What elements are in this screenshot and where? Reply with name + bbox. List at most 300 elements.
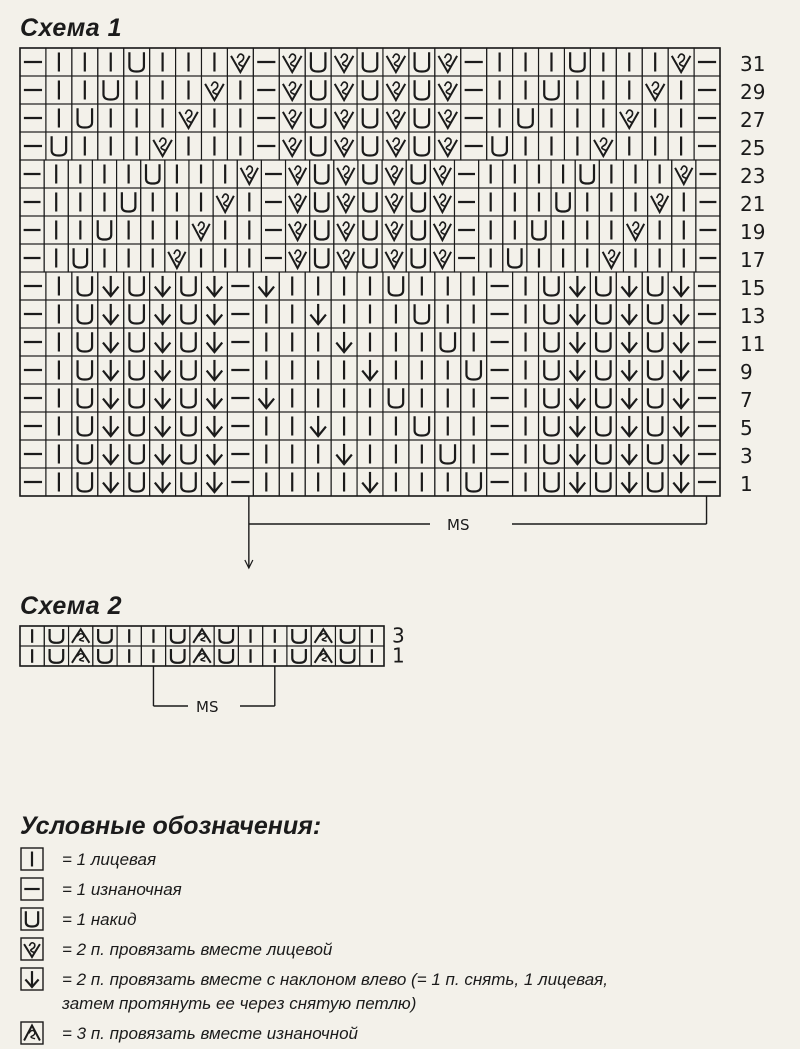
scheme1-cell-knit-symbol [165, 188, 189, 216]
scheme1-cell-knit-symbol [357, 440, 383, 468]
scheme1-cell-ssk-symbol [98, 300, 124, 328]
scheme1-cell-ssk-symbol [564, 440, 590, 468]
scheme1-row-number: 11 [740, 331, 766, 356]
scheme1-cell-k2tog-symbol [616, 104, 642, 132]
scheme1-cell-purl-symbol [20, 412, 46, 440]
scheme1-cell-yarn-over-symbol [72, 328, 98, 356]
scheme1-cell-knit-symbol [46, 300, 72, 328]
scheme1-cell-yarn-over-symbol [72, 356, 98, 384]
scheme1-cell-yarn-over-symbol [305, 48, 331, 76]
scheme1-cell-ssk-symbol [668, 412, 694, 440]
scheme1-cell-purl-symbol [694, 76, 720, 104]
scheme1-cell-k2tog-symbol [237, 160, 261, 188]
scheme1-cell-knit-symbol [513, 356, 539, 384]
scheme1-row-number: 15 [740, 275, 766, 300]
scheme2-cell-knit-symbol [141, 646, 165, 666]
scheme1-cell-knit-symbol [564, 104, 590, 132]
scheme1-cell-yarn-over-symbol [310, 160, 334, 188]
scheme1-cell-knit-symbol [383, 440, 409, 468]
scheme1-cell-knit-symbol [279, 412, 305, 440]
scheme1-cell-yarn-over-symbol [487, 132, 513, 160]
scheme1-cell-k2tog-symbol [150, 132, 176, 160]
scheme1-cell-purl-symbol [487, 412, 513, 440]
scheme1-cell-purl-symbol [461, 76, 487, 104]
scheme1-cell-purl-symbol [487, 468, 513, 496]
scheme1-cell-knit-symbol [176, 132, 202, 160]
scheme1-cell-yarn-over-symbol [409, 104, 435, 132]
scheme1-cell-yarn-over-symbol [72, 272, 98, 300]
scheme1-cell-ssk-symbol [150, 384, 176, 412]
scheme1-cell-knit-symbol [539, 104, 565, 132]
scheme1-cell-knit-symbol [253, 440, 279, 468]
scheme1-cell-yarn-over-symbol [124, 48, 150, 76]
scheme1-cell-knit-symbol [616, 132, 642, 160]
scheme1-cell-knit-symbol [479, 244, 503, 272]
scheme1-cell-yarn-over-symbol [72, 300, 98, 328]
scheme1-cell-knit-symbol [117, 244, 141, 272]
scheme1-cell-knit-symbol [305, 328, 331, 356]
scheme1-cell-knit-symbol [165, 160, 189, 188]
scheme1-cell-knit-symbol [357, 412, 383, 440]
scheme1-cell-knit-symbol [551, 216, 575, 244]
scheme1-cell-knit-symbol [623, 160, 647, 188]
scheme1-cell-k2tog-symbol [383, 104, 409, 132]
scheme1-cell-knit-symbol [599, 188, 623, 216]
scheme1-cell-purl-symbol [461, 48, 487, 76]
scheme1-cell-ssk-symbol [668, 356, 694, 384]
scheme1-cell-knit-symbol [68, 188, 92, 216]
scheme1-cell-k2tog-symbol [213, 188, 237, 216]
scheme1-cell-purl-symbol [20, 356, 46, 384]
scheme1-cell-knit-symbol [165, 216, 189, 244]
scheme1-cell-knit-symbol [279, 356, 305, 384]
scheme1-cell-ssk-symbol [253, 384, 279, 412]
scheme1-cell-knit-symbol [435, 468, 461, 496]
scheme1-cell-purl-symbol [487, 384, 513, 412]
scheme1-cell-knit-symbol [383, 328, 409, 356]
scheme1-cell-yarn-over-symbol [406, 216, 430, 244]
scheme1-cell-yarn-over-symbol [642, 328, 668, 356]
scheme1-cell-knit-symbol [539, 48, 565, 76]
scheme1-cell-yarn-over-symbol [305, 104, 331, 132]
scheme1-cell-knit-symbol [201, 104, 227, 132]
scheme1-cell-ssk-symbol [668, 468, 694, 496]
scheme1-cell-knit-symbol [551, 160, 575, 188]
scheme1-cell-knit-symbol [383, 412, 409, 440]
scheme2-row-number: 3 [392, 623, 405, 648]
scheme1-row-number: 23 [740, 163, 766, 188]
scheme1-cell-yarn-over-symbol [98, 76, 124, 104]
scheme1-cell-yarn-over-symbol [406, 188, 430, 216]
scheme2-cell-yarn-over-symbol [44, 646, 68, 666]
scheme1-cell-yarn-over-symbol [642, 356, 668, 384]
scheme1-cell-purl-symbol [487, 328, 513, 356]
scheme1-cell-yarn-over-symbol [72, 440, 98, 468]
scheme1-cell-k2tog-symbol [382, 216, 406, 244]
scheme1-cell-knit-symbol [98, 48, 124, 76]
scheme1-cell-purl-symbol [20, 76, 46, 104]
scheme1-row-number: 19 [740, 219, 766, 244]
scheme1-cell-knit-symbol [253, 328, 279, 356]
scheme1-cell-ssk-symbol [150, 356, 176, 384]
scheme1-cell-yarn-over-symbol [539, 356, 565, 384]
scheme1-cell-knit-symbol [201, 132, 227, 160]
scheme1-cell-yarn-over-symbol [46, 132, 72, 160]
scheme1-cell-knit-symbol [513, 468, 539, 496]
scheme1-cell-purl-symbol [694, 440, 720, 468]
scheme1-cell-yarn-over-symbol [461, 356, 487, 384]
scheme1-cell-k2tog-symbol [430, 244, 454, 272]
scheme1-cell-ssk-symbol [305, 300, 331, 328]
scheme1-cell-knit-symbol [237, 188, 261, 216]
scheme2-cell-yarn-over-symbol [214, 646, 238, 666]
scheme1-cell-k2tog-symbol [435, 48, 461, 76]
scheme1-cell-knit-symbol [527, 188, 551, 216]
legend-knit-symbol [20, 847, 44, 871]
scheme1-cell-k2tog-symbol [435, 132, 461, 160]
scheme1-cell-knit-symbol [461, 272, 487, 300]
scheme1-cell-yarn-over-symbol [358, 216, 382, 244]
scheme1-cell-yarn-over-symbol [564, 48, 590, 76]
scheme1-cell-purl-symbol [461, 104, 487, 132]
scheme2-cell-yarn-over-symbol [166, 626, 190, 646]
legend-item [20, 989, 417, 1019]
scheme1-cell-ssk-symbol [616, 300, 642, 328]
scheme1-cell-k2tog-symbol [279, 76, 305, 104]
scheme1-cell-yarn-over-symbol [590, 272, 616, 300]
legend-yarn-over-symbol [20, 907, 44, 931]
scheme1-cell-knit-symbol [409, 328, 435, 356]
scheme1-cell-knit-symbol [616, 76, 642, 104]
scheme1-cell-ssk-symbol [564, 356, 590, 384]
scheme1-cell-knit-symbol [92, 160, 116, 188]
scheme1-cell-knit-symbol [237, 216, 261, 244]
scheme1-cell-yarn-over-symbol [590, 300, 616, 328]
scheme1-cell-knit-symbol [150, 104, 176, 132]
scheme1-cell-purl-symbol [20, 48, 46, 76]
scheme1-cell-yarn-over-symbol [575, 160, 599, 188]
scheme1-cell-ssk-symbol [98, 272, 124, 300]
scheme1-cell-knit-symbol [479, 188, 503, 216]
scheme1-row-number: 5 [740, 415, 753, 440]
scheme1-cell-yarn-over-symbol [176, 440, 202, 468]
scheme1-cell-knit-symbol [331, 412, 357, 440]
scheme1-cell-k2tog-symbol [279, 132, 305, 160]
scheme2-cell-yarn-over-symbol [166, 646, 190, 666]
scheme1-cell-yarn-over-symbol [551, 188, 575, 216]
scheme1-cell-knit-symbol [357, 384, 383, 412]
scheme1-cell-yarn-over-symbol [176, 300, 202, 328]
scheme1-cell-knit-symbol [150, 48, 176, 76]
scheme1-cell-ssk-symbol [98, 356, 124, 384]
scheme1-cell-knit-symbol [98, 104, 124, 132]
scheme2-cell-knit-symbol [263, 626, 287, 646]
scheme1-cell-yarn-over-symbol [406, 160, 430, 188]
scheme1-cell-knit-symbol [98, 132, 124, 160]
scheme1-cell-yarn-over-symbol [72, 412, 98, 440]
scheme1-cell-knit-symbol [409, 356, 435, 384]
scheme1-cell-knit-symbol [513, 412, 539, 440]
scheme1-cell-knit-symbol [124, 132, 150, 160]
scheme1-cell-ssk-symbol [564, 300, 590, 328]
scheme1-cell-k2tog-symbol [383, 132, 409, 160]
scheme2-cell-yarn-over-symbol [93, 626, 117, 646]
scheme1-cell-yarn-over-symbol [92, 216, 116, 244]
scheme1-cell-k2tog-symbol [165, 244, 189, 272]
scheme1-cell-knit-symbol [435, 384, 461, 412]
scheme1-cell-k2tog-symbol [279, 48, 305, 76]
legend-ssk-symbol [20, 967, 44, 991]
scheme1-cell-knit-symbol [46, 76, 72, 104]
scheme1-cell-knit-symbol [331, 272, 357, 300]
scheme1-cell-knit-symbol [44, 244, 68, 272]
scheme1-cell-yarn-over-symbol [642, 440, 668, 468]
scheme2-cell-knit-symbol [20, 646, 44, 666]
scheme1-cell-knit-symbol [648, 216, 672, 244]
scheme1-cell-purl-symbol [227, 356, 253, 384]
scheme1-cell-yarn-over-symbol [539, 440, 565, 468]
scheme1-cell-ssk-symbol [150, 468, 176, 496]
scheme1-cell-purl-symbol [20, 300, 46, 328]
scheme1-cell-ssk-symbol [201, 328, 227, 356]
scheme1-cell-knit-symbol [46, 272, 72, 300]
scheme1-cell-k2tog-symbol [430, 160, 454, 188]
scheme1-cell-knit-symbol [575, 216, 599, 244]
scheme1-cell-knit-symbol [487, 48, 513, 76]
scheme1-cell-purl-symbol [696, 244, 720, 272]
legend-item-text: = 1 лицевая [62, 850, 157, 869]
scheme1-cell-purl-symbol [694, 132, 720, 160]
legend-title: Условные обозначения: [20, 812, 322, 840]
scheme1-cell-purl-symbol [454, 244, 478, 272]
legend-item-text: = 3 п. провязать вместе изнаночной [62, 1024, 358, 1043]
scheme1-cell-yarn-over-symbol [409, 76, 435, 104]
scheme1-cell-knit-symbol [227, 104, 253, 132]
scheme1-cell-yarn-over-symbol [642, 468, 668, 496]
scheme1-cell-yarn-over-symbol [590, 384, 616, 412]
scheme1-cell-k2tog-symbol [334, 244, 358, 272]
scheme1-cell-yarn-over-symbol [72, 104, 98, 132]
scheme1-cell-purl-symbol [487, 356, 513, 384]
scheme1-cell-yarn-over-symbol [124, 412, 150, 440]
scheme1-cell-ssk-symbol [616, 328, 642, 356]
scheme1-cell-purl-symbol [461, 132, 487, 160]
scheme1-row-number: 17 [740, 247, 766, 272]
scheme1-cell-k2tog-symbol [334, 160, 358, 188]
scheme1-cell-knit-symbol [503, 188, 527, 216]
scheme1-cell-purl-symbol [261, 216, 285, 244]
scheme1-cell-knit-symbol [46, 104, 72, 132]
scheme1-cell-k2tog-symbol [331, 48, 357, 76]
scheme1-cell-ssk-symbol [201, 300, 227, 328]
scheme2-cell-yarn-over-symbol [287, 626, 311, 646]
scheme1-cell-knit-symbol [668, 104, 694, 132]
legend-item-text: = 2 п. провязать вместе лицевой [62, 940, 333, 959]
scheme2-row-number: 1 [392, 643, 405, 668]
scheme1-cell-yarn-over-symbol [72, 468, 98, 496]
scheme1-cell-purl-symbol [227, 300, 253, 328]
scheme1-cell-ssk-symbol [564, 384, 590, 412]
scheme1-cell-ssk-symbol [201, 468, 227, 496]
scheme1-cell-knit-symbol [46, 356, 72, 384]
scheme1-cell-yarn-over-symbol [124, 328, 150, 356]
scheme1-cell-purl-symbol [20, 216, 44, 244]
scheme1-row-number: 25 [740, 135, 766, 160]
scheme1-cell-knit-symbol [46, 384, 72, 412]
scheme1-cell-ssk-symbol [98, 412, 124, 440]
scheme1-cell-yarn-over-symbol [409, 132, 435, 160]
scheme1-cell-knit-symbol [176, 48, 202, 76]
scheme1-cell-yarn-over-symbol [176, 412, 202, 440]
scheme1-cell-yarn-over-symbol [539, 272, 565, 300]
scheme2-cell-knit-symbol [238, 626, 262, 646]
legend-item [20, 845, 321, 875]
scheme2-cell-p3tog-symbol [69, 646, 93, 666]
scheme1-cell-knit-symbol [227, 132, 253, 160]
scheme1-cell-purl-symbol [694, 412, 720, 440]
scheme1-cell-ssk-symbol [253, 272, 279, 300]
scheme1-cell-knit-symbol [357, 328, 383, 356]
scheme1-cell-knit-symbol [279, 272, 305, 300]
scheme1-cell-k2tog-symbol [331, 104, 357, 132]
scheme1-cell-ssk-symbol [201, 384, 227, 412]
scheme1-cell-ssk-symbol [564, 328, 590, 356]
scheme2-repeat-bracket [153, 666, 274, 706]
scheme1-cell-purl-symbol [696, 160, 720, 188]
scheme1-cell-k2tog-symbol [672, 160, 696, 188]
scheme1-cell-yarn-over-symbol [176, 328, 202, 356]
scheme1-cell-yarn-over-symbol [124, 356, 150, 384]
scheme1-cell-yarn-over-symbol [539, 300, 565, 328]
scheme1-cell-knit-symbol [435, 356, 461, 384]
scheme1-cell-purl-symbol [227, 272, 253, 300]
scheme1-cell-knit-symbol [189, 160, 213, 188]
scheme1-cell-purl-symbol [227, 468, 253, 496]
scheme2-cell-p3tog-symbol [69, 626, 93, 646]
scheme1-cell-k2tog-symbol [383, 48, 409, 76]
scheme1-cell-yarn-over-symbol [176, 468, 202, 496]
scheme1-cell-knit-symbol [590, 76, 616, 104]
scheme1-cell-yarn-over-symbol [357, 76, 383, 104]
scheme1-cell-knit-symbol [513, 328, 539, 356]
scheme1-cell-yarn-over-symbol [527, 216, 551, 244]
scheme2-cell-knit-symbol [263, 646, 287, 666]
legend-item-text: = 1 изнаночная [62, 880, 182, 899]
scheme1-cell-yarn-over-symbol [357, 48, 383, 76]
scheme1-cell-ssk-symbol [616, 384, 642, 412]
scheme1-cell-purl-symbol [487, 440, 513, 468]
scheme1-cell-knit-symbol [189, 188, 213, 216]
scheme1-cell-knit-symbol [305, 440, 331, 468]
scheme1-cell-purl-symbol [694, 328, 720, 356]
scheme1-cell-purl-symbol [20, 272, 46, 300]
scheme1-cell-yarn-over-symbol [176, 356, 202, 384]
scheme1-cell-purl-symbol [253, 76, 279, 104]
scheme1-cell-knit-symbol [68, 160, 92, 188]
scheme1-cell-purl-symbol [261, 244, 285, 272]
scheme1-cell-purl-symbol [20, 132, 46, 160]
scheme1-cell-ssk-symbol [201, 440, 227, 468]
scheme1-cell-yarn-over-symbol [590, 328, 616, 356]
scheme1-cell-knit-symbol [551, 244, 575, 272]
scheme1-cell-yarn-over-symbol [305, 132, 331, 160]
scheme1-cell-k2tog-symbol [201, 76, 227, 104]
scheme1-cell-knit-symbol [461, 300, 487, 328]
scheme1-cell-knit-symbol [357, 300, 383, 328]
scheme1-cell-knit-symbol [672, 244, 696, 272]
scheme1-cell-ssk-symbol [98, 384, 124, 412]
scheme1-cell-ssk-symbol [150, 412, 176, 440]
scheme2-cell-knit-symbol [360, 626, 384, 646]
scheme1-cell-knit-symbol [623, 188, 647, 216]
scheme1-cell-k2tog-symbol [334, 216, 358, 244]
scheme1-cell-knit-symbol [575, 188, 599, 216]
scheme1-row-number: 7 [740, 387, 753, 412]
scheme1-cell-knit-symbol [616, 48, 642, 76]
scheme1-cell-knit-symbol [46, 412, 72, 440]
scheme1-cell-yarn-over-symbol [124, 272, 150, 300]
scheme1-cell-knit-symbol [305, 468, 331, 496]
scheme2-border [20, 626, 384, 666]
scheme2-cell-yarn-over-symbol [44, 626, 68, 646]
scheme1-cell-knit-symbol [253, 356, 279, 384]
scheme1-cell-knit-symbol [513, 440, 539, 468]
scheme1-cell-yarn-over-symbol [461, 468, 487, 496]
scheme1-cell-knit-symbol [72, 76, 98, 104]
scheme1-cell-k2tog-symbol [382, 188, 406, 216]
scheme1-cell-ssk-symbol [357, 356, 383, 384]
scheme1-cell-knit-symbol [213, 216, 237, 244]
scheme1-cell-purl-symbol [20, 244, 44, 272]
scheme2-cell-knit-symbol [117, 626, 141, 646]
scheme1-cell-knit-symbol [575, 244, 599, 272]
scheme1-cell-knit-symbol [189, 244, 213, 272]
legend-p3tog-symbol [20, 1021, 44, 1045]
scheme1-cell-knit-symbol [461, 384, 487, 412]
legend-item [20, 875, 321, 905]
scheme1-cell-knit-symbol [279, 300, 305, 328]
scheme1-cell-yarn-over-symbol [503, 244, 527, 272]
scheme1-cell-k2tog-symbol [382, 160, 406, 188]
scheme1-cell-knit-symbol [435, 412, 461, 440]
scheme1-cell-knit-symbol [305, 356, 331, 384]
scheme1-cell-knit-symbol [435, 300, 461, 328]
scheme1-cell-yarn-over-symbol [357, 132, 383, 160]
scheme1-cell-knit-symbol [279, 384, 305, 412]
scheme2-cell-yarn-over-symbol [214, 626, 238, 646]
legend-purl-symbol [20, 877, 44, 901]
scheme1-cell-k2tog-symbol [430, 216, 454, 244]
scheme1-cell-k2tog-symbol [331, 132, 357, 160]
scheme1-cell-knit-symbol [672, 216, 696, 244]
scheme1-cell-knit-symbol [599, 160, 623, 188]
scheme1-cell-knit-symbol [648, 160, 672, 188]
legend-item-text: затем протянуть ее через снятую петлю) [62, 994, 417, 1013]
scheme1-cell-ssk-symbol [305, 412, 331, 440]
scheme1-cell-ssk-symbol [616, 356, 642, 384]
scheme1-cell-knit-symbol [668, 76, 694, 104]
scheme1-cell-knit-symbol [409, 272, 435, 300]
scheme1-cell-knit-symbol [409, 468, 435, 496]
scheme1-cell-knit-symbol [539, 132, 565, 160]
scheme1-cell-yarn-over-symbol [590, 412, 616, 440]
scheme1-repeat-label: MS [447, 516, 470, 534]
scheme1-cell-knit-symbol [435, 272, 461, 300]
scheme1-cell-yarn-over-symbol [358, 244, 382, 272]
scheme1-title: Схема 1 [20, 14, 122, 42]
scheme1-cell-ssk-symbol [201, 272, 227, 300]
scheme1-cell-purl-symbol [694, 468, 720, 496]
